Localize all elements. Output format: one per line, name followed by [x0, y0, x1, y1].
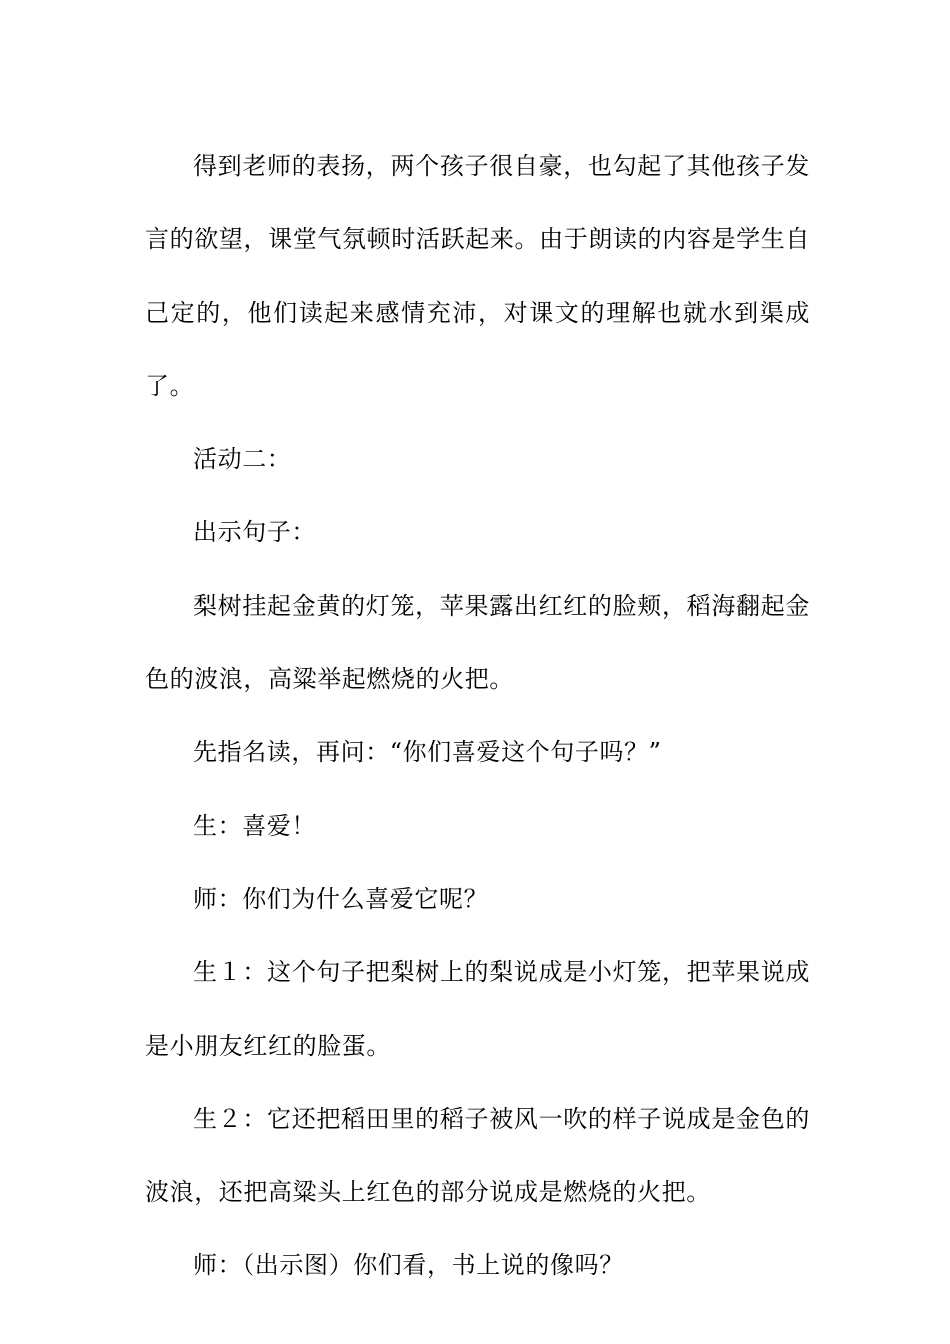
paragraph-student-one: 生１：这个句子把梨树上的梨说成是小灯笼，把苹果说成是小朋友红红的脸蛋。 [145, 958, 810, 1060]
paragraph-student-answer: 生：喜爱！ [193, 811, 316, 840]
paragraph-teacher-show-image: 师：（出示图）你们看，书上说的像吗？ [193, 1251, 624, 1280]
paragraph-show-sentence: 出示句子： [193, 518, 316, 547]
paragraph-student-two: 生２：它还把稻田里的稻子被风一吹的样子说成是金色的波浪，还把高粱头上红色的部分说成是燃烧的火把。 [145, 1104, 810, 1207]
paragraph-praise-reading: 得到老师的表扬，两个孩子很自豪，也勾起了其他孩子发言的欲望，课堂气氛顿时活跃起来。由于朗读的内容是学生自己定的，他们读起来感情充沛，对课文的理解也就水到渠成了。 [145, 152, 810, 400]
paragraph-activity-two: 活动二： [193, 445, 292, 474]
paragraph-teacher-question: 先指名读，再问：“你们喜爱这个句子吗？” [193, 738, 662, 767]
paragraph-teacher-why: 师：你们为什么喜爱它呢？ [193, 884, 489, 913]
paragraph-example-sentence: 梨树挂起金黄的灯笼，苹果露出红红的脸颊，稻海翻起金色的波浪，高粱举起燃烧的火把。 [145, 591, 810, 694]
document-body [145, 130, 810, 1303]
